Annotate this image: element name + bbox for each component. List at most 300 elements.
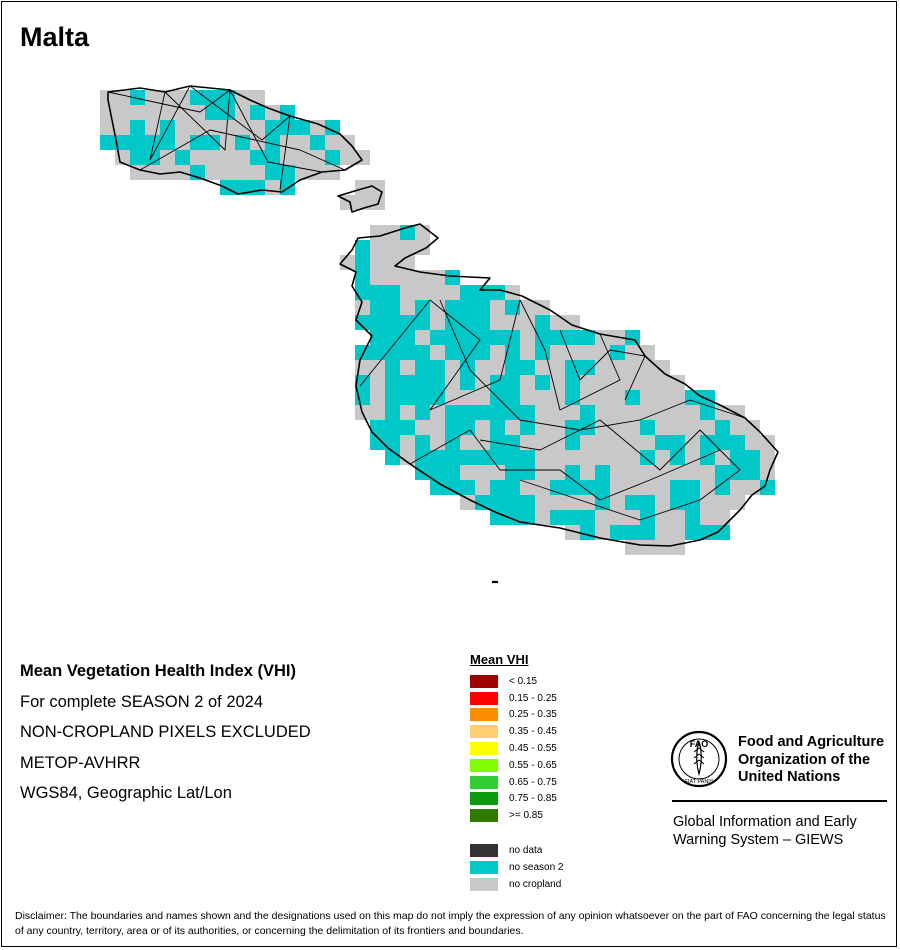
- map-pixel: [625, 330, 640, 345]
- map-pixel: [685, 525, 700, 540]
- map-pixel: [445, 330, 460, 345]
- legend-swatch: [470, 861, 498, 874]
- map-pixel: [385, 240, 400, 255]
- map-pixel: [445, 420, 460, 435]
- mask-text: NON-CROPLAND PIXELS EXCLUDED: [20, 723, 311, 741]
- map-pixel: [520, 450, 535, 465]
- map-pixel: [625, 495, 640, 510]
- map-pixel: [460, 315, 475, 330]
- map-pixel: [745, 450, 760, 465]
- map-pixel: [400, 270, 415, 285]
- map-pixel: [265, 180, 280, 195]
- map-pixel: [505, 480, 520, 495]
- map-pixel: [655, 540, 670, 555]
- legend-class-item: [470, 740, 564, 757]
- map-pixel: [550, 360, 565, 375]
- map-pixel: [535, 300, 550, 315]
- map-pixel: [625, 525, 640, 540]
- map-pixel: [595, 330, 610, 345]
- map-pixel: [490, 450, 505, 465]
- legend-class-item: [470, 690, 564, 707]
- map-pixel: [415, 450, 430, 465]
- map-pixel: [595, 450, 610, 465]
- map-pixel: [250, 165, 265, 180]
- map-pixel: [130, 120, 145, 135]
- map-pixel: [430, 450, 445, 465]
- map-pixel: [565, 375, 580, 390]
- map-pixel: [355, 270, 370, 285]
- map-pixel: [610, 435, 625, 450]
- map-pixel: [640, 525, 655, 540]
- legend-extra-item: [470, 842, 564, 859]
- map-pixel: [460, 390, 475, 405]
- map-pixel: [400, 300, 415, 315]
- legend-swatch: [470, 725, 498, 738]
- map-pixel: [730, 435, 745, 450]
- map-pixel: [685, 450, 700, 465]
- map-pixel: [475, 360, 490, 375]
- map-pixel: [385, 270, 400, 285]
- map-pixel: [220, 180, 235, 195]
- map-pixel: [535, 345, 550, 360]
- map-pixel: [550, 405, 565, 420]
- legend-label: no season 2: [509, 861, 564, 873]
- map-pixel: [430, 435, 445, 450]
- map-pixel: [415, 315, 430, 330]
- map-pixel: [730, 405, 745, 420]
- map-pixel: [550, 435, 565, 450]
- map-pixel: [520, 375, 535, 390]
- map-pixel: [130, 135, 145, 150]
- map-pixel: [250, 180, 265, 195]
- map-pixel: [610, 450, 625, 465]
- map-pixel: [715, 420, 730, 435]
- map-pixel: [595, 375, 610, 390]
- map-pixel: [355, 345, 370, 360]
- map-pixel: [565, 405, 580, 420]
- map-pixel: [535, 510, 550, 525]
- map-pixel: [475, 435, 490, 450]
- legend-class-item: [470, 807, 564, 824]
- map-pixel: [370, 195, 385, 210]
- map-pixel: [385, 285, 400, 300]
- legend-extra-classes: [470, 842, 564, 892]
- legend-label: 0.75 - 0.85: [509, 793, 557, 805]
- map-pixel: [535, 390, 550, 405]
- map-pixel: [415, 360, 430, 375]
- map-pixel: [370, 270, 385, 285]
- map-pixel: [580, 390, 595, 405]
- legend-swatch: [470, 776, 498, 789]
- legend-class-item: [470, 791, 564, 808]
- map-pixel: [400, 330, 415, 345]
- map-pixel: [340, 150, 355, 165]
- map-pixel: [400, 405, 415, 420]
- map-pixel: [445, 465, 460, 480]
- map-pixel: [235, 165, 250, 180]
- map-pixel: [145, 120, 160, 135]
- map-pixel: [100, 135, 115, 150]
- map-pixel: [580, 405, 595, 420]
- map-pixel: [280, 150, 295, 165]
- legend-swatch: [470, 809, 498, 822]
- map-pixel: [700, 510, 715, 525]
- map-pixel: [565, 480, 580, 495]
- map-pixel: [655, 525, 670, 540]
- map-pixel: [640, 495, 655, 510]
- map-pixel: [385, 390, 400, 405]
- map-pixel: [700, 480, 715, 495]
- map-pixel: [460, 375, 475, 390]
- map-pixel: [400, 285, 415, 300]
- map-pixel: [505, 420, 520, 435]
- fao-name: Food and Agriculture Organization of the United Nations: [738, 734, 885, 785]
- map-pixel: [655, 390, 670, 405]
- map-pixel: [505, 360, 520, 375]
- map-pixel: [370, 375, 385, 390]
- projection-text: WGS84, Geographic Lat/Lon: [20, 784, 232, 802]
- map-pixel: [445, 450, 460, 465]
- map-pixel: [175, 150, 190, 165]
- map-pixel: [640, 435, 655, 450]
- map-pixel: [415, 375, 430, 390]
- map-pixel: [640, 390, 655, 405]
- map-pixel: [415, 405, 430, 420]
- map-pixel: [520, 315, 535, 330]
- map-pixel: [385, 420, 400, 435]
- map-pixel: [235, 120, 250, 135]
- map-pixel: [745, 465, 760, 480]
- map-pixel: [415, 225, 430, 240]
- map-pixel: [115, 90, 130, 105]
- map-pixel: [640, 405, 655, 420]
- map-pixel: [730, 480, 745, 495]
- map-pixel: [505, 315, 520, 330]
- map-pixel: [685, 480, 700, 495]
- map-pixel: [640, 420, 655, 435]
- map-pixel: [190, 120, 205, 135]
- map-pixel: [535, 450, 550, 465]
- map-pixel: [640, 480, 655, 495]
- map-pixel: [400, 360, 415, 375]
- season-text: For complete SEASON 2 of 2024: [20, 692, 264, 711]
- map-pixel: [370, 330, 385, 345]
- map-pixel: [655, 420, 670, 435]
- map-pixel: [175, 120, 190, 135]
- map-pixel: [655, 405, 670, 420]
- map-pixel: [520, 405, 535, 420]
- map-pixel: [385, 315, 400, 330]
- map-pixel: [565, 330, 580, 345]
- giews-name: Global Information and Early Warning System – GIEWS: [673, 814, 857, 848]
- map-pixel: [250, 105, 265, 120]
- map-pixel: [595, 405, 610, 420]
- map-pixel: [490, 480, 505, 495]
- map-pixel: [535, 330, 550, 345]
- map-pixel: [415, 435, 430, 450]
- map-pixel: [415, 330, 430, 345]
- map-pixel: [550, 345, 565, 360]
- legend-class-item: [470, 774, 564, 791]
- map-pixel: [520, 330, 535, 345]
- map-pixel: [205, 150, 220, 165]
- map-pixel: [655, 495, 670, 510]
- pixel-grid: [100, 90, 775, 555]
- map-pixel: [370, 240, 385, 255]
- map-pixel: [700, 525, 715, 540]
- map-pixel: [490, 285, 505, 300]
- map-pixel: [745, 435, 760, 450]
- map-pixel: [445, 300, 460, 315]
- map-pixel: [625, 450, 640, 465]
- map-pixel: [355, 285, 370, 300]
- map-pixel: [325, 150, 340, 165]
- map-pixel: [430, 360, 445, 375]
- map-pixel: [475, 405, 490, 420]
- map-pixel: [370, 360, 385, 375]
- map-pixel: [565, 465, 580, 480]
- map-pixel: [460, 285, 475, 300]
- map-pixel: [370, 315, 385, 330]
- map-pixel: [115, 105, 130, 120]
- map-pixel: [610, 390, 625, 405]
- map-pixel: [505, 390, 520, 405]
- map-pixel: [640, 450, 655, 465]
- map-pixel: [205, 165, 220, 180]
- map-pixel: [685, 510, 700, 525]
- fao-logo-text: FAO: [689, 739, 709, 749]
- map-pixel: [655, 435, 670, 450]
- map-pixel: [190, 90, 205, 105]
- map-pixel: [400, 240, 415, 255]
- legend-label: no cropland: [509, 878, 562, 890]
- map-pixel: [550, 450, 565, 465]
- map-pixel: [505, 465, 520, 480]
- map-pixel: [565, 435, 580, 450]
- map-pixel: [385, 405, 400, 420]
- map-pixel: [430, 330, 445, 345]
- map-pixel: [460, 480, 475, 495]
- map-pixel: [445, 345, 460, 360]
- map-pixel: [385, 300, 400, 315]
- legend-swatch: [470, 792, 498, 805]
- map-pixel: [460, 450, 475, 465]
- map-pixel: [745, 480, 760, 495]
- map-pixel: [145, 105, 160, 120]
- map-pixel: [130, 150, 145, 165]
- map-pixel: [415, 285, 430, 300]
- map-pixel: [235, 90, 250, 105]
- map-pixel: [595, 465, 610, 480]
- map-pixel: [460, 300, 475, 315]
- map-pixel: [430, 315, 445, 330]
- map-pixel: [490, 405, 505, 420]
- map-pixel: [490, 330, 505, 345]
- map-pixel: [715, 495, 730, 510]
- disclaimer: Disclaimer: The boundaries and names shown and the designations used on this map do not imply the expression of any opinion whatsoever on the part of FAO concerning the legal status of any country, territory, area or of its authorities, or concerning the delimitation of its frontiers and boundaries.: [15, 910, 886, 937]
- map-pixel: [610, 375, 625, 390]
- map-pixel: [355, 240, 370, 255]
- map-pixel: [445, 375, 460, 390]
- legend-title: Mean VHI: [470, 652, 529, 667]
- map-pixel: [520, 360, 535, 375]
- map-pixel: [370, 180, 385, 195]
- map-pixel: [475, 480, 490, 495]
- map-pixel: [580, 480, 595, 495]
- legend-label: 0.65 - 0.75: [509, 776, 557, 788]
- map-pixel: [520, 465, 535, 480]
- map-pixel: [370, 405, 385, 420]
- map-pixel: [190, 150, 205, 165]
- map-pixel: [610, 405, 625, 420]
- map-pixel: [535, 405, 550, 420]
- map-pixel: [490, 495, 505, 510]
- map-pixel: [295, 135, 310, 150]
- map-pixel: [685, 405, 700, 420]
- map-pixel: [535, 420, 550, 435]
- map-pixel: [610, 525, 625, 540]
- legend-label: 0.35 - 0.45: [509, 726, 557, 738]
- map-pixel: [400, 435, 415, 450]
- map-pixel: [220, 150, 235, 165]
- map-pixel: [550, 315, 565, 330]
- map-pixel: [490, 375, 505, 390]
- map-pixel: [475, 420, 490, 435]
- legend-swatch: [470, 759, 498, 772]
- map-pixel: [475, 345, 490, 360]
- legend-label: 0.15 - 0.25: [509, 692, 557, 704]
- map-pixel: [760, 435, 775, 450]
- map-pixel: [565, 450, 580, 465]
- map-pixel: [310, 135, 325, 150]
- map-pixel: [445, 360, 460, 375]
- map-pixel: [475, 390, 490, 405]
- map-pixel: [625, 465, 640, 480]
- map-pixel: [385, 360, 400, 375]
- map-pixel: [505, 450, 520, 465]
- map-pixel: [235, 150, 250, 165]
- map-pixel: [595, 510, 610, 525]
- map-pixel: [460, 420, 475, 435]
- legend-class-item: [470, 673, 564, 690]
- map-pixel: [175, 90, 190, 105]
- map-pixel: [220, 165, 235, 180]
- legend-label: no data: [509, 845, 543, 857]
- map-pixel: [400, 375, 415, 390]
- map-pixel: [535, 465, 550, 480]
- legend-swatch: [470, 742, 498, 755]
- legend-label: 0.55 - 0.65: [509, 759, 557, 771]
- map-pixel: [640, 540, 655, 555]
- map-pixel: [610, 420, 625, 435]
- map-pixel: [445, 270, 460, 285]
- legend-class-item: [470, 757, 564, 774]
- map-pixel: [295, 120, 310, 135]
- map-pixel: [580, 465, 595, 480]
- map-pixel: [505, 330, 520, 345]
- map-pixel: [655, 375, 670, 390]
- map-pixel: [610, 495, 625, 510]
- map-pixel: [520, 495, 535, 510]
- map-pixel: [535, 315, 550, 330]
- map-pixel: [625, 480, 640, 495]
- map-pixel: [370, 285, 385, 300]
- map-pixel: [565, 390, 580, 405]
- map-pixel: [670, 540, 685, 555]
- map-pixel: [670, 525, 685, 540]
- map-pixel: [670, 480, 685, 495]
- map-pixel: [460, 405, 475, 420]
- map-pixel: [445, 285, 460, 300]
- map-pixel: [100, 105, 115, 120]
- map-pixel: [520, 390, 535, 405]
- legend-label: 0.45 - 0.55: [509, 743, 557, 755]
- fao-divider: [672, 800, 887, 802]
- legend-swatch: [470, 692, 498, 705]
- map-pixel: [715, 465, 730, 480]
- map-pixel: [400, 420, 415, 435]
- legend-class-item: [470, 707, 564, 724]
- map-pixel: [550, 510, 565, 525]
- sensor-text: METOP-AVHRR: [20, 753, 141, 772]
- map-pixel: [490, 300, 505, 315]
- map-pixel: [700, 465, 715, 480]
- map-pixel: [595, 390, 610, 405]
- map-pixel: [670, 510, 685, 525]
- map-pixel: [580, 345, 595, 360]
- legend-extra-item: [470, 859, 564, 876]
- map-pixel: [430, 270, 445, 285]
- map-pixel: [415, 420, 430, 435]
- map-pixel: [535, 495, 550, 510]
- map-title: Malta: [20, 22, 90, 52]
- legend-label: >= 0.85: [509, 810, 543, 822]
- legend-swatch: [470, 708, 498, 721]
- map-pixel: [400, 390, 415, 405]
- map-pixel: [610, 465, 625, 480]
- map-pixel: [475, 450, 490, 465]
- map-pixel: [430, 345, 445, 360]
- map-pixel: [400, 345, 415, 360]
- map-pixel: [730, 420, 745, 435]
- map-pixel: [580, 510, 595, 525]
- index-name: Mean Vegetation Health Index (VHI): [20, 662, 296, 680]
- map-pixel: [475, 300, 490, 315]
- legend-class-item: [470, 723, 564, 740]
- map-pixel: [505, 375, 520, 390]
- map-info-block: [20, 656, 311, 809]
- legend-extra-item: [470, 876, 564, 893]
- map-pixel: [415, 345, 430, 360]
- map-pixel: [745, 420, 760, 435]
- map-pixel: [460, 495, 475, 510]
- map-pixel: [520, 345, 535, 360]
- map-pixel: [580, 435, 595, 450]
- map-pixel: [580, 525, 595, 540]
- legend-swatch: [470, 844, 498, 857]
- map-pixel: [370, 225, 385, 240]
- map-pixel: [565, 510, 580, 525]
- map-pixel: [370, 300, 385, 315]
- legend-label: 0.25 - 0.35: [509, 709, 557, 721]
- map-pixel: [670, 465, 685, 480]
- map-pixel: [475, 465, 490, 480]
- map-pixel: [655, 480, 670, 495]
- map-pixel: [460, 330, 475, 345]
- map-pixel: [415, 390, 430, 405]
- map-pixel: [580, 450, 595, 465]
- map-pixel: [445, 405, 460, 420]
